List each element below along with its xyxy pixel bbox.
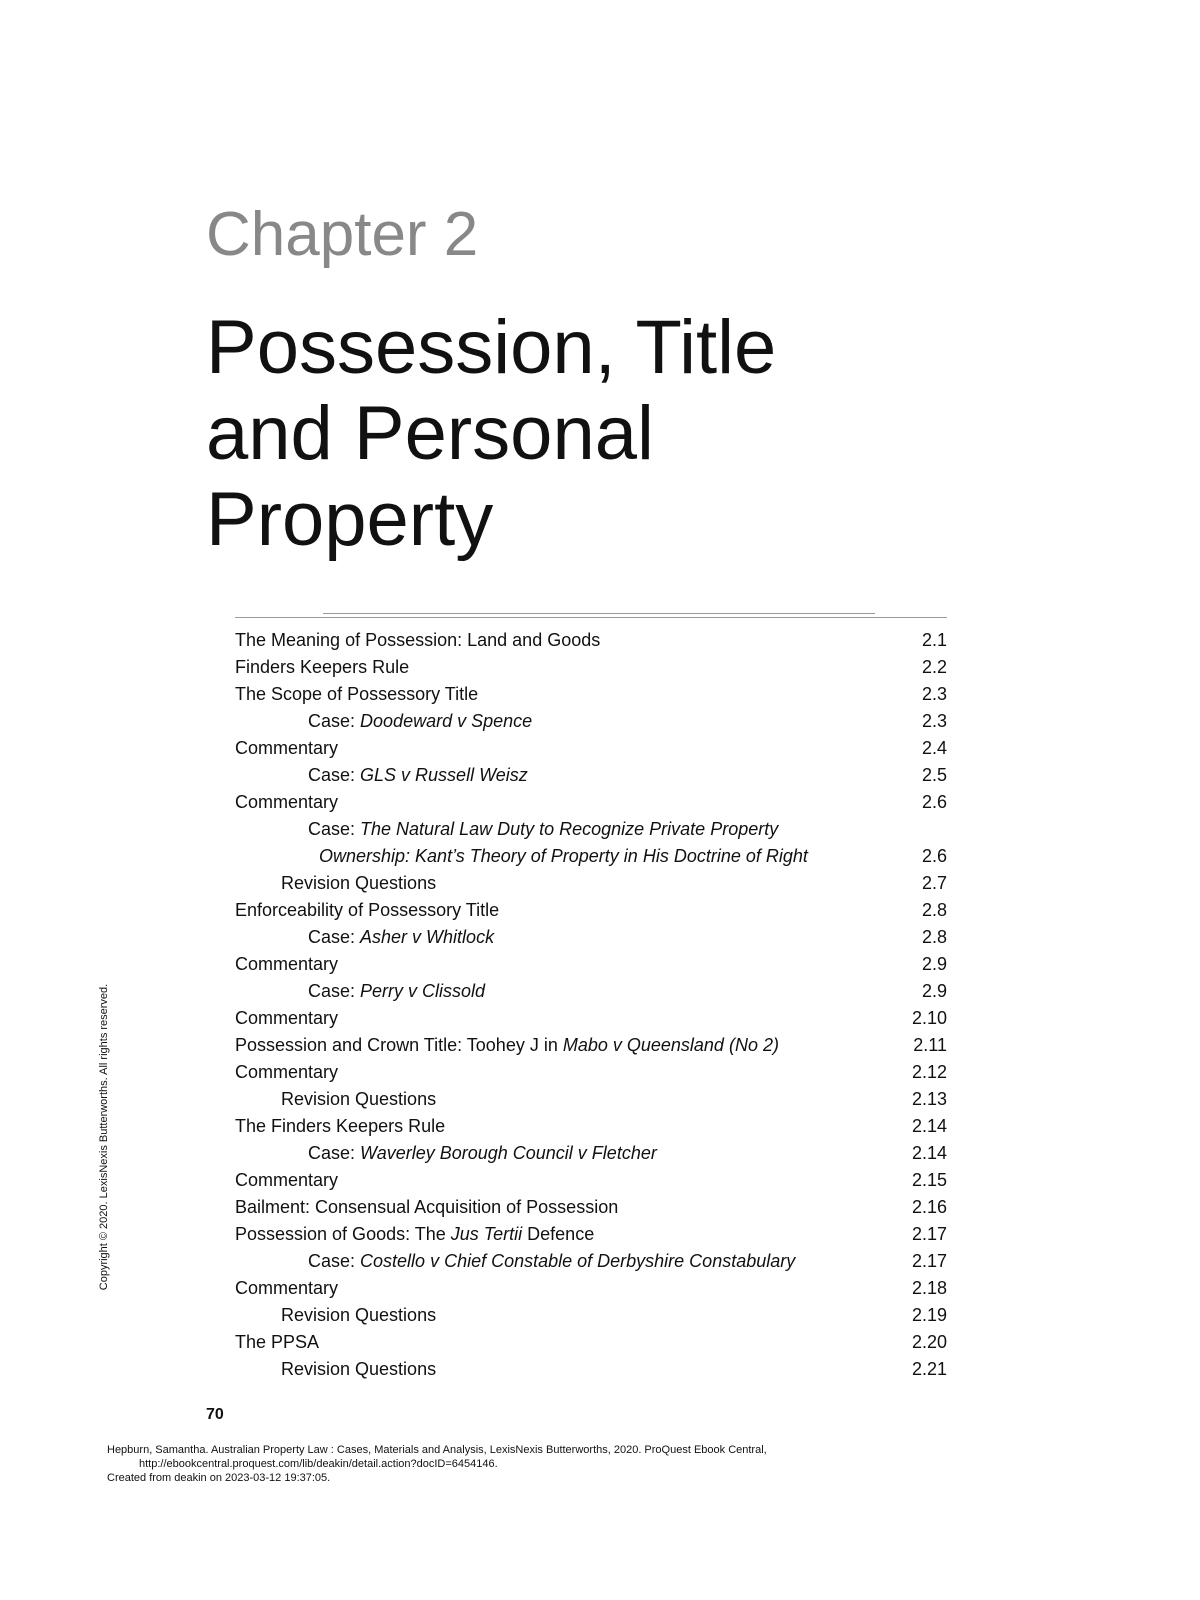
toc-entry [235,1140,947,1167]
toc-entry-prefix: Case: [308,819,361,839]
toc-entry-number: 2.6 [921,846,947,866]
toc-entry-prefix: Case: [308,711,361,731]
toc-entry [235,1302,947,1329]
toc-entry-text: Commentary [235,738,339,758]
toc-entry-prefix: Case: [308,927,361,947]
toc-entry [235,681,947,708]
toc-entry [235,735,947,762]
toc-entry [235,1356,947,1383]
citation-footer [107,1443,1167,1485]
toc-entry-number: 2.2 [921,657,947,677]
toc-entry-number: 2.4 [921,738,947,758]
toc-entry-prefix: Case: [308,1143,361,1163]
toc-entry-prefix: Possession of Goods: The [235,1224,451,1244]
toc-entry [235,1167,947,1194]
toc-entry-number: 2.17 [911,1251,947,1271]
toc-entry-case-name: The Natural Law Duty to Recognize Private Property [360,819,779,839]
chapter-title-line: and Personal [206,391,654,476]
toc-entry-title [235,1251,795,1271]
toc-entry-text: The Meaning of Possession: Land and Goods [235,630,601,650]
toc-entry-title [235,819,778,839]
toc-entry-number: 2.20 [911,1332,947,1352]
divider-bottom [235,617,947,618]
toc-entry [235,1005,947,1032]
toc-entry-title [235,657,409,677]
toc-entry-title [235,846,808,866]
table-of-contents [235,627,947,1383]
toc-entry-title [235,1089,436,1109]
toc-entry-title [235,1116,445,1136]
toc-entry-number: 2.16 [911,1197,947,1217]
toc-entry-title [235,684,478,704]
toc-entry-text: Commentary [235,1062,339,1082]
toc-entry-number: 2.14 [911,1116,947,1136]
toc-entry [235,816,947,843]
toc-entry-title [235,981,485,1001]
toc-entry-number: 2.12 [911,1062,947,1082]
toc-entry-case-name: Jus Tertii [450,1224,523,1244]
toc-entry-text: Commentary [235,792,339,812]
toc-entry [235,1086,947,1113]
toc-entry [235,762,947,789]
toc-entry-text: The Scope of Possessory Title [235,684,479,704]
toc-entry-text: Commentary [235,1170,339,1190]
toc-entry-title [235,927,494,947]
toc-entry-case-name: Perry v Clissold [360,981,486,1001]
toc-entry [235,1032,947,1059]
toc-entry-number: 2.3 [921,711,947,731]
toc-entry [235,627,947,654]
toc-entry-number: 2.17 [911,1224,947,1244]
toc-entry-number: 2.9 [921,981,947,1001]
toc-entry-text: The PPSA [235,1332,320,1352]
toc-entry-number: 2.21 [911,1359,947,1379]
toc-entry [235,654,947,681]
toc-entry-number: 2.15 [911,1170,947,1190]
toc-entry [235,870,947,897]
toc-entry-number: 2.8 [921,927,947,947]
toc-entry-title [235,630,600,650]
toc-entry-title [235,1305,436,1325]
toc-entry-number: 2.5 [921,765,947,785]
toc-entry [235,924,947,951]
toc-entry-case-name: Doodeward v Spence [360,711,533,731]
chapter-label: Chapter 2 [206,200,479,269]
toc-entry [235,1248,947,1275]
toc-entry-number: 2.18 [911,1278,947,1298]
toc-entry-case-name: Costello v Chief Constable of Derbyshire Constabulary [360,1251,796,1271]
toc-entry-text: Commentary [235,1278,339,1298]
toc-entry-number: 2.9 [921,954,947,974]
toc-entry [235,897,947,924]
toc-entry-text: Commentary [235,954,339,974]
toc-entry-title [235,1170,338,1190]
toc-entry-title [235,954,338,974]
toc-entry-text: Finders Keepers Rule [235,657,410,677]
toc-entry-number: 2.8 [921,900,947,920]
toc-entry [235,843,947,870]
created-timestamp: Created from deakin on 2023-03-12 19:37:05. [107,1472,331,1484]
toc-entry-title [235,1224,594,1244]
toc-entry-title [235,1278,338,1298]
toc-entry-number: 2.13 [911,1089,947,1109]
toc-entry-number: 2.11 [913,1035,947,1055]
toc-entry [235,1113,947,1140]
toc-entry-text: Revision Questions [281,1305,437,1325]
copyright-notice: Copyright © 2020. LexisNexis Butterworths. All rights reserved. [98,983,110,1291]
toc-entry-text: Revision Questions [281,1089,437,1109]
toc-entry-prefix: Case: [308,765,361,785]
toc-entry-title [235,792,338,812]
toc-entry-title [235,711,532,731]
chapter-title-line: Possession, Title [206,305,777,390]
toc-entry [235,1221,947,1248]
toc-entry-title [235,1197,618,1217]
toc-entry-number: 2.10 [911,1008,947,1028]
toc-entry-number: 2.14 [911,1143,947,1163]
citation-url[interactable]: http://ebookcentral.proquest.com/lib/deakin/detail.action?docID=6454146. [139,1458,498,1470]
toc-entry-text: The Finders Keepers Rule [235,1116,446,1136]
toc-entry [235,1194,947,1221]
toc-entry-suffix: Defence [522,1224,595,1244]
toc-entry [235,978,947,1005]
toc-entry-title [235,1035,779,1055]
chapter-title-line: Property [206,477,494,562]
toc-entry-title [235,873,436,893]
toc-entry-title [235,1332,319,1352]
toc-entry-text: Enforceability of Possessory Title [235,900,500,920]
toc-entry-case-name: Asher v Whitlock [360,927,495,947]
toc-entry-title [235,738,338,758]
toc-entry-title [235,1143,657,1163]
toc-entry-number: 2.1 [921,630,947,650]
toc-entry-title [235,1062,338,1082]
toc-entry-case-name: Waverley Borough Council v Fletcher [360,1143,657,1163]
toc-entry-case-name: GLS v Russell Weisz [360,765,528,785]
toc-entry-prefix: Case: [308,981,361,1001]
toc-entry-prefix: Possession and Crown Title: Toohey J in [235,1035,563,1055]
toc-entry-text: Revision Questions [281,873,437,893]
toc-entry [235,951,947,978]
toc-entry [235,1059,947,1086]
toc-entry-text: Bailment: Consensual Acquisition of Possession [235,1197,619,1217]
chapter-title [206,305,776,563]
toc-entry-number: 2.7 [921,873,947,893]
toc-entry-number: 2.3 [921,684,947,704]
divider-top [323,613,875,614]
toc-entry-title [235,900,499,920]
toc-entry-text: Revision Questions [281,1359,437,1379]
toc-entry [235,1329,947,1356]
toc-entry-number: 2.19 [911,1305,947,1325]
toc-entry-case-name: Ownership: Kant’s Theory of Property in His Doctrine of Right [319,846,808,866]
toc-entry [235,789,947,816]
toc-entry-text: Commentary [235,1008,339,1028]
toc-entry-case-name: Mabo v Queensland (No 2) [562,1035,779,1055]
toc-entry-title [235,1359,436,1379]
toc-entry [235,708,947,735]
toc-entry-prefix: Case: [308,1251,361,1271]
citation-line: Hepburn, Samantha. Australian Property Law : Cases, Materials and Analysis, LexisNexis Butterworths, 2020. ProQuest Ebook Central, [107,1444,767,1456]
toc-entry-title [235,765,528,785]
toc-entry-title [235,1008,338,1028]
toc-entry [235,1275,947,1302]
page-number: 70 [206,1406,224,1423]
toc-entry-number: 2.6 [921,792,947,812]
